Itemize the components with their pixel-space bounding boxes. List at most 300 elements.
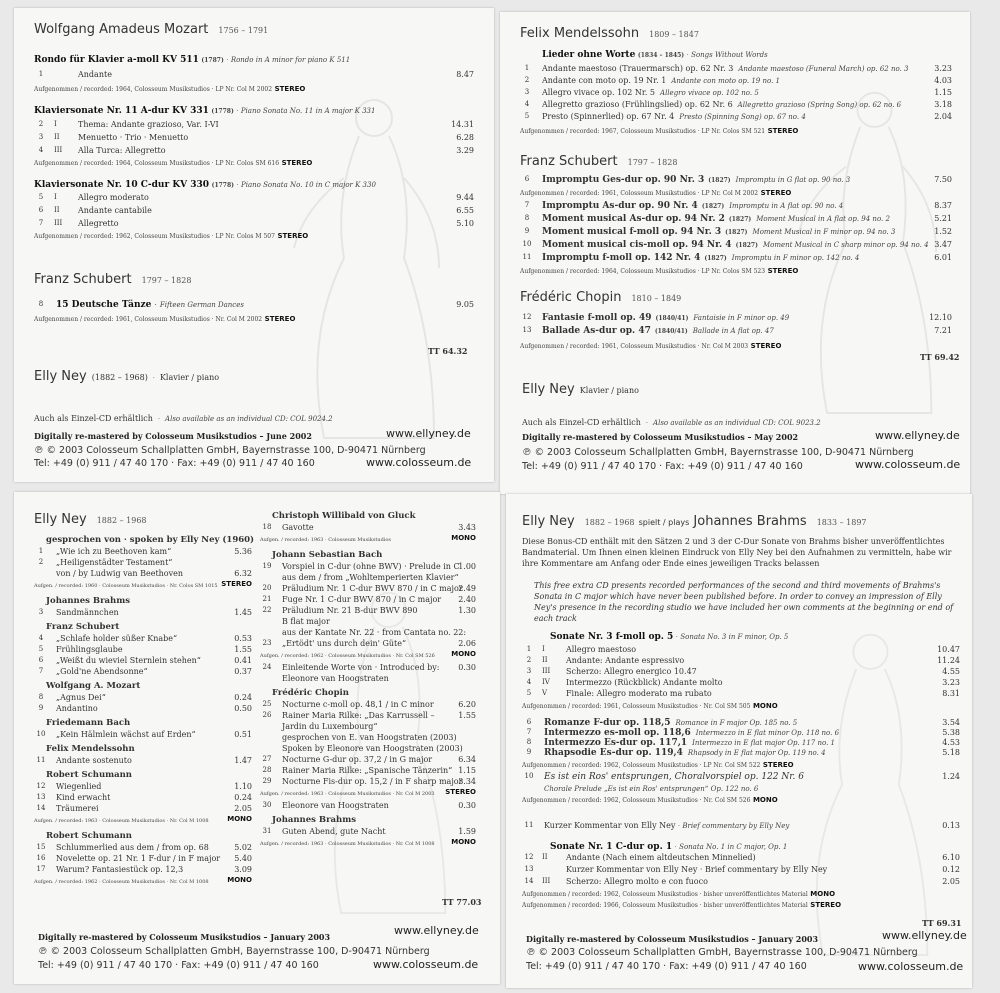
format-badge: STEREO (221, 580, 252, 588)
track-row (34, 793, 256, 803)
ellyney-url[interactable]: www.ellyney.de (394, 924, 479, 937)
track-title: Spoken by Eleonore van Hoogstraten (2003) (282, 744, 463, 753)
track-title: Jardin du Luxembourg“ (282, 722, 378, 731)
track-title: Präludium Nr. 1 C-dur BWV 870 / in C major (282, 584, 463, 593)
track-duration: 6.55 (456, 206, 474, 215)
track-row (522, 748, 960, 758)
track-row (260, 827, 480, 837)
track-title (542, 88, 759, 97)
track-title: Eleonore van Hoogstraten (282, 674, 389, 683)
track-number: 7 (524, 201, 530, 209)
track-number: 23 (262, 639, 272, 647)
track-duration: 11.24 (937, 656, 960, 665)
recording-text: Aufgen. / recorded: 1962 · Colosseum Musikstudios · Nr. Col M 1008 (34, 879, 209, 885)
track-number: 3 (38, 608, 44, 616)
track-row (34, 865, 256, 875)
track-title-text: Andante maestoso (Trauermarsch) op. 62 Nr. 3 (542, 64, 734, 73)
track-subline (260, 722, 480, 732)
contact-line: Tel: +49 (0) 911 / 47 40 170 · Fax: +49 (0) 911 / 47 40 160 (526, 961, 807, 972)
movement-number: I (54, 120, 57, 128)
section-heading: Felix Mendelssohn (46, 744, 135, 754)
total-time: TT 64.32 (428, 346, 468, 356)
track-title (544, 718, 797, 728)
track-duration: 3.54 (942, 718, 960, 727)
track-title (542, 253, 859, 263)
track-title (78, 133, 188, 142)
track-english-title: Allegro vivace op. 102 no. 5 (660, 89, 759, 97)
track-duration: 1.52 (934, 227, 952, 236)
track-title (566, 877, 708, 886)
track-number: 7 (38, 219, 44, 227)
track-row (522, 718, 960, 728)
track-title (78, 219, 119, 228)
recording-info: Aufgenommen / recorded: 1964, Colosseum Musikstudios · LP Nr. Colos SM 523 STEREO (520, 267, 799, 275)
track-row (522, 853, 960, 865)
track-title: Kind erwacht (56, 793, 111, 802)
track-number: 17 (36, 865, 46, 873)
track-row (34, 219, 474, 232)
track-english-title: Ballade in A flat op. 47 (692, 327, 774, 335)
track-title-text: Presto (Spinnerlied) op. 67 Nr. 4 (542, 112, 675, 121)
track-title (566, 667, 697, 676)
copyright-line: ℗ © 2003 Colosseum Schallplatten GmbH, Bayernstrasse 100, D-90471 Nürnberg (34, 445, 426, 456)
track-title-text: Scherzo: Allegro molto e con fuoco (566, 877, 708, 886)
track-row (522, 877, 960, 889)
track-title: von / by Ludwig van Beethoven (56, 569, 184, 578)
track-row (260, 700, 480, 710)
track-number: 28 (262, 766, 272, 774)
track-number: 13 (522, 326, 532, 334)
track-duration: 6.34 (458, 755, 476, 764)
track-row (34, 634, 256, 644)
track-number: 9 (38, 704, 44, 712)
track-duration: 5.18 (942, 748, 960, 757)
track-title (542, 326, 774, 336)
track-number: 1 (526, 645, 532, 653)
recording-info (260, 838, 480, 848)
movement-number: III (54, 146, 63, 154)
track-number: 20 (262, 584, 272, 592)
track-title (542, 313, 789, 323)
track-duration: 7.50 (934, 175, 952, 184)
individual-cd-note: Auch als Einzel-CD erhältlich · Also available as an individual CD: COL 9024.2 (34, 414, 333, 423)
track-title (542, 112, 806, 121)
recording-info: Aufgenommen / recorded: 1961, Colosseum Musikstudios · Nr. Col M 2002 STEREO (34, 315, 296, 323)
track-number: 2 (526, 656, 532, 664)
track-title (78, 120, 219, 129)
track-english-title: Impromptu in A flat op. 90 no. 4 (729, 202, 844, 210)
format-badge: MONO (451, 650, 476, 658)
track-number: 5 (524, 112, 530, 120)
track-duration: 3.47 (934, 240, 952, 249)
recording-text: Aufgen. / recorded: 1963 · Colosseum Musikstudios · Nr. Col M 2003 (260, 791, 435, 797)
track-title-text: Impromptu Ges-dur op. 90 Nr. 3 (542, 175, 705, 185)
track-duration: 5.02 (234, 843, 252, 852)
track-number: 8 (526, 738, 532, 746)
track-title (566, 678, 723, 687)
section-heading: Johann Sebastian Bach (272, 550, 383, 560)
colosseum-url[interactable]: www.colosseum.de (366, 456, 472, 469)
composer-heading: Felix Mendelssohn 1809 – 1847 (520, 26, 699, 41)
copyright-line: ℗ © 2003 Colosseum Schallplatten GmbH, Bayernstrasse 100, D-90471 Nürnberg (522, 447, 914, 458)
track-english-title: Intermezzo in E flat major Op. 117 no. 1 (692, 739, 835, 747)
track-subline (260, 573, 480, 583)
track-number: 22 (262, 606, 272, 614)
track-row (520, 175, 952, 187)
track-number: 8 (524, 214, 530, 222)
track-duration: 4.03 (934, 76, 952, 85)
recording-info: Aufgenommen / recorded: 1964, Colosseum Musikstudios · LP Nr. Col M 2002 STEREO (34, 85, 306, 93)
track-title-text: Intermezzo (Rückblick) Andante molto (566, 678, 723, 687)
track-duration: 2.40 (458, 595, 476, 604)
section-heading: Robert Schumann (46, 770, 132, 780)
ellyney-url[interactable]: www.ellyney.de (875, 429, 960, 442)
track-row (520, 100, 952, 112)
track-duration: 2.05 (942, 877, 960, 886)
contact-line: Tel: +49 (0) 911 / 47 40 170 · Fax: +49 (0) 911 / 47 40 160 (522, 461, 803, 472)
track-number: 1 (524, 64, 530, 72)
track-title: Träumerei (56, 804, 99, 813)
format-badge: STEREO (445, 788, 476, 796)
recording-info (260, 534, 480, 544)
track-title (542, 64, 908, 73)
track-row (260, 606, 480, 616)
track-title: Wiegenlied (56, 782, 102, 791)
track-duration: 3.09 (234, 865, 252, 874)
track-duration: 0.51 (234, 730, 252, 739)
track-title-text: Thema: Andante grazioso, Var. I-VI (78, 120, 219, 129)
track-row (520, 313, 952, 326)
track-english-title: Intermezzo in E flat minor Op. 118 no. 6 (695, 729, 840, 737)
ellyney-url[interactable]: www.ellyney.de (882, 929, 967, 942)
track-title: Frühlingsglaube (56, 645, 123, 654)
track-row (260, 663, 480, 673)
work-heading: Klaviersonate Nr. 10 C-dur KV 330 (1778) · Piano Sonata No. 10 in C major K 330 (34, 180, 376, 190)
track-duration: 1.55 (234, 645, 252, 654)
track-title: Präludium Nr. 21 B-dur BWV 890 (282, 606, 418, 615)
track-title: Fuge Nr. 1 C-dur BWV 870 / in C major (282, 595, 442, 604)
recording-text: Aufgen. / recorded: 1960 · Colosseum Musikstudios · Nr. Colos SM 1015 (34, 583, 218, 589)
track-row (520, 76, 952, 88)
track-title: „Weißt du wieviel Sternlein stehen“ (56, 656, 201, 665)
track-title-text: Rhapsodie Es-dur op. 119,4 (544, 748, 683, 758)
track-duration: 6.32 (234, 569, 252, 578)
track-title: „Kein Hälmlein wächst auf Erden“ (56, 730, 196, 739)
track-row (520, 326, 952, 339)
format-badge: MONO (227, 815, 252, 823)
track-number: 8 (38, 693, 44, 701)
track-english-title: Fantaisie in F minor op. 49 (693, 314, 790, 322)
track-subline (260, 733, 480, 743)
track-title: aus dem / from „Wohltemperierten Klavier“ (282, 573, 459, 582)
track-title: Novelette op. 21 Nr. 1 F-dur / in F major (56, 854, 221, 863)
track-duration: 1.55 (458, 711, 476, 720)
track-row (34, 133, 474, 146)
track-subline (260, 617, 480, 627)
track-duration: 0.30 (458, 801, 476, 810)
track-year: (1827) (708, 177, 731, 184)
track-number: 4 (526, 678, 532, 686)
track-duration: 6.28 (456, 133, 474, 142)
track-duration: 3.43 (458, 523, 476, 532)
track-title-text: Alla Turca: Allegretto (78, 146, 166, 155)
track-row (522, 667, 960, 678)
track-title: aus der Kantate Nr. 22 · from Cantata no. 22: (282, 628, 467, 637)
movement-number: III (542, 667, 551, 675)
track-number: 4 (38, 634, 44, 642)
recording-info: Aufgenommen / recorded: 1961, Colosseum Musikstudios · Nr. Col SM 505 MONO (522, 702, 778, 710)
track-number: 13 (36, 793, 46, 801)
track-row (260, 584, 480, 594)
track-row (260, 711, 480, 721)
track-title: „Wie ich zu Beethoven kam“ (56, 547, 172, 556)
track-title: Andante sostenuto (56, 756, 132, 765)
colosseum-url[interactable]: www.colosseum.de (855, 458, 961, 471)
work-heading: Rondo für Klavier a-moll KV 511 (1787) · Rondo in A minor for piano K 511 (34, 55, 351, 65)
track-year: (1827) (704, 255, 727, 262)
track-duration: 1.47 (234, 756, 252, 765)
section-heading: Frédéric Chopin (272, 688, 349, 698)
format-badge: MONO (451, 534, 476, 542)
track-duration: 8.47 (456, 70, 474, 79)
track-subline (260, 628, 480, 638)
track-title: gesprochen von E. van Hoogstraten (2003) (282, 733, 457, 742)
movement-number: I (542, 645, 545, 653)
movement-number: II (542, 656, 548, 664)
track-title (78, 206, 152, 215)
track-row (34, 558, 256, 568)
booklet-card-mozart-schubert (14, 8, 494, 482)
total-time: TT 77.03 (442, 897, 482, 907)
track-subline (260, 744, 480, 754)
track-row (260, 801, 480, 811)
track-duration: 2.04 (934, 112, 952, 121)
track-title (78, 193, 149, 202)
individual-cd-note: Auch als Einzel-CD erhältlich · Also available as an individual CD: COL 9023.2 (522, 418, 821, 427)
track-title (542, 100, 901, 109)
track-title: Einleitende Worte von · Introduced by: (282, 663, 440, 672)
track-title (566, 645, 636, 654)
track-row (522, 728, 960, 738)
recording-text: Aufgen. / recorded: 1963 · Colosseum Musikstudios (260, 537, 391, 543)
track-title (78, 146, 166, 155)
track-title: Guten Abend, gute Nacht (282, 827, 386, 836)
track-duration: 5.10 (456, 219, 474, 228)
track-row (260, 523, 480, 533)
track-title (542, 175, 850, 185)
work-heading: Lieder ohne Worte (1834 – 1845) · Songs Without Words (542, 50, 768, 60)
track-row (520, 240, 952, 253)
track-title-text: Intermezzo Es-dur op. 117,1 (544, 738, 688, 748)
track-duration: 9.44 (456, 193, 474, 202)
track-duration: 4.55 (942, 667, 960, 676)
track-year: (1840/41) (654, 328, 688, 335)
track-duration: 12.10 (929, 313, 952, 322)
track-subline (260, 674, 480, 684)
track-duration: 0.53 (234, 634, 252, 643)
track-title (544, 748, 826, 758)
artist-heading: Elly Ney 1882 – 1968 spielt / plays Johannes Brahms 1833 – 1897 (522, 514, 867, 529)
track-title-text: Menuetto · Trio · Menuetto (78, 133, 189, 142)
track-title: Schlummerlied aus dem / from op. 68 (56, 843, 209, 852)
track-title: „Agnus Dei“ (56, 693, 106, 702)
track-title: Sandmännchen (56, 608, 119, 617)
track-title: Nocturne c-moll op. 48,1 / in C minor (282, 700, 434, 709)
track-title (544, 728, 839, 738)
track-title: „Ertödt' uns durch dein' Güte“ (282, 639, 407, 648)
work-heading: Sonate Nr. 3 f-moll op. 5 · Sonata No. 3 in F minor, Op. 5 (550, 632, 789, 642)
track-number: 27 (262, 755, 272, 763)
track-duration: 1.10 (234, 782, 252, 791)
track-number: 18 (262, 523, 272, 531)
format-badge: MONO (227, 876, 252, 884)
format-badge: MONO (451, 838, 476, 846)
section-heading: Johannes Brahms (46, 596, 131, 606)
track-row (34, 756, 256, 766)
track-title-text: Allegro vivace op. 102 Nr. 5 (542, 88, 656, 97)
track-title-text: Andante cantabile (78, 206, 152, 215)
remaster-note: Digitally re-mastered by Colosseum Musikstudios – June 2002 (34, 431, 312, 441)
track-title-text: Andante con moto op. 19 Nr. 1 (542, 76, 667, 85)
section-heading: gesprochen von · spoken by Elly Ney (1960) (46, 535, 255, 545)
track-title-text: Intermezzo es-moll op. 118,6 (544, 728, 691, 738)
track-row (34, 854, 256, 864)
track-number: 30 (262, 801, 272, 809)
colosseum-url[interactable]: www.colosseum.de (858, 960, 964, 973)
track-english-title: Allegretto grazioso (Spring Song) op. 62 no. 6 (737, 101, 902, 109)
track-row (520, 253, 952, 266)
contact-line: Tel: +49 (0) 911 / 47 40 170 · Fax: +49 (0) 911 / 47 40 160 (38, 960, 319, 971)
track-row (520, 88, 952, 100)
movement-number: IV (542, 678, 550, 686)
work-heading: Sonate Nr. 1 C-dur op. 1 · Sonata No. 1 in C major, Op. 1 (550, 842, 788, 852)
track-title (542, 76, 780, 85)
track-title: Warum? Fantasiestück op. 12,3 (56, 865, 184, 874)
track-number: 12 (522, 313, 532, 321)
composer-heading: Frédéric Chopin 1810 – 1849 (520, 290, 682, 305)
track-duration: 0.24 (234, 693, 252, 702)
booklet-card-mendelssohn-schubert-chopin (500, 12, 970, 494)
track-row (522, 865, 960, 877)
track-number: 15 (36, 843, 46, 851)
track-duration: 5.38 (942, 728, 960, 737)
track-row (34, 693, 256, 703)
track-year: (1827) (735, 242, 758, 249)
track-title (542, 240, 929, 250)
remaster-note: Digitally re-mastered by Colosseum Musikstudios – January 2003 (38, 932, 331, 942)
movement-number: III (542, 877, 551, 885)
track-title: Andantino (56, 704, 98, 713)
track-title-text: Allegro maestoso (566, 645, 637, 654)
track-number: 2 (38, 558, 44, 566)
track-number: 2 (524, 76, 530, 84)
track-number: 11 (522, 253, 532, 261)
track-title (544, 738, 835, 748)
track-row (34, 843, 256, 853)
track-row: 8 15 Deutsche Tänze · Fifteen German Dances 9.05 (38, 300, 474, 310)
movement-number: II (542, 853, 548, 861)
track-row (520, 112, 952, 124)
track-row (34, 804, 256, 814)
track-duration: 5.21 (934, 214, 952, 223)
track-title (542, 201, 843, 211)
contact-line: Tel: +49 (0) 911 / 47 40 170 · Fax: +49 (0) 911 / 47 40 160 (34, 458, 315, 469)
track-number: 5 (526, 689, 532, 697)
section-heading: Franz Schubert (46, 622, 120, 632)
track-english-title: Romance in F major Op. 185 no. 5 (675, 719, 798, 727)
track-row (34, 645, 256, 655)
track-number: 29 (262, 777, 272, 785)
track-number: 3 (524, 88, 530, 96)
track-row (34, 206, 474, 219)
track-english-title: Andante maestoso (Funeral March) op. 62 no. 3 (738, 65, 909, 73)
track-title-text: Allegretto grazioso (Frühlingslied) op. 62 Nr. 6 (542, 100, 733, 109)
track-row (34, 730, 256, 740)
track-year: (1840/41) (655, 315, 689, 322)
track-row (34, 70, 474, 82)
copyright-line: ℗ © 2003 Colosseum Schallplatten GmbH, Bayernstrasse 100, D-90471 Nürnberg (38, 946, 430, 957)
track-duration: 3.18 (934, 100, 952, 109)
track-row (260, 595, 480, 605)
track-title-text: Impromptu f-moll op. 142 Nr. 4 (542, 253, 701, 263)
track-duration: 5.36 (234, 547, 252, 556)
remaster-note: Digitally re-mastered by Colosseum Musikstudios – January 2003 (526, 934, 819, 944)
track-row (522, 738, 960, 748)
track-duration: 0.50 (234, 704, 252, 713)
track-number: 6 (38, 656, 44, 664)
section-heading: Christoph Willibald von Gluck (272, 511, 416, 521)
track-title-text: Kurzer Kommentar von Elly Ney · Brief commentary by Elly Ney (566, 865, 828, 874)
track-number: 25 (262, 700, 272, 708)
track-row (522, 689, 960, 700)
artist-heading: Elly Ney 1882 – 1968 (34, 512, 147, 527)
recording-info: Aufgenommen / recorded: 1967, Colosseum Musikstudios · LP Nr. Colos SM 521 STEREO (520, 127, 799, 135)
track-english-title: Rhapsody in E flat major Op. 119 no. 4 (687, 749, 826, 757)
track-number: 14 (36, 804, 46, 812)
track-title-text: Moment musical f-moll op. 94 Nr. 3 (542, 227, 722, 237)
track-duration: 2.49 (458, 584, 476, 593)
recording-info: Aufgenommen / recorded: 1964, Colosseum Musikstudios · LP Nr. Colos SM 616 STEREO (34, 159, 313, 167)
track-row (520, 64, 952, 76)
track-duration: 3.34 (458, 777, 476, 786)
movement-number: I (54, 193, 57, 201)
recording-info: Aufgenommen / recorded: 1966, Colosseum Musikstudios · bisher unveröffentlichtes Material STEREO (522, 901, 842, 909)
track-title: „Gold'ne Abendsonne“ (56, 667, 148, 676)
movement-number: II (54, 206, 60, 214)
track-duration: 0.12 (942, 865, 960, 874)
track-title-text: Andante (Nach einem altdeutschen Minnelied) (566, 853, 756, 862)
movement-number: V (542, 689, 548, 697)
track-duration: 0.37 (234, 667, 252, 676)
recording-info: Aufgenommen / recorded: 1962, Colosseum Musikstudios · LP Nr. Colos M 507 STEREO (34, 232, 309, 240)
track-title-text: Andante: Andante espressivo (566, 656, 685, 665)
track-number: 6 (524, 175, 530, 183)
track-duration: 0.41 (234, 656, 252, 665)
track-number: 12 (524, 853, 534, 861)
section-heading: Robert Schumann (46, 831, 132, 841)
track-year: (1827) (728, 216, 752, 223)
track-year: (1827) (725, 229, 748, 236)
ellyney-url[interactable]: www.ellyney.de (386, 427, 471, 440)
track-row (34, 608, 256, 618)
track-title (566, 689, 712, 698)
track-duration: 2.05 (234, 804, 252, 813)
track-duration: 5.40 (234, 854, 252, 863)
intro-german: Diese Bonus-CD enthält mit den Sätzen 2 und 3 der C-Dur Sonate von Brahms bisher unveröffentlichtes Bandmaterial. Um Ihnen einen kleinen Eindruck von Elly Ney bei den Aufnahmen zu vermitteln, habe wir ihre Kommentare am Anfang oder Ende eines jeweiligen Tracks belassen (522, 537, 952, 568)
track-row (520, 227, 952, 240)
track-row (34, 120, 474, 133)
colosseum-url[interactable]: www.colosseum.de (373, 958, 479, 971)
